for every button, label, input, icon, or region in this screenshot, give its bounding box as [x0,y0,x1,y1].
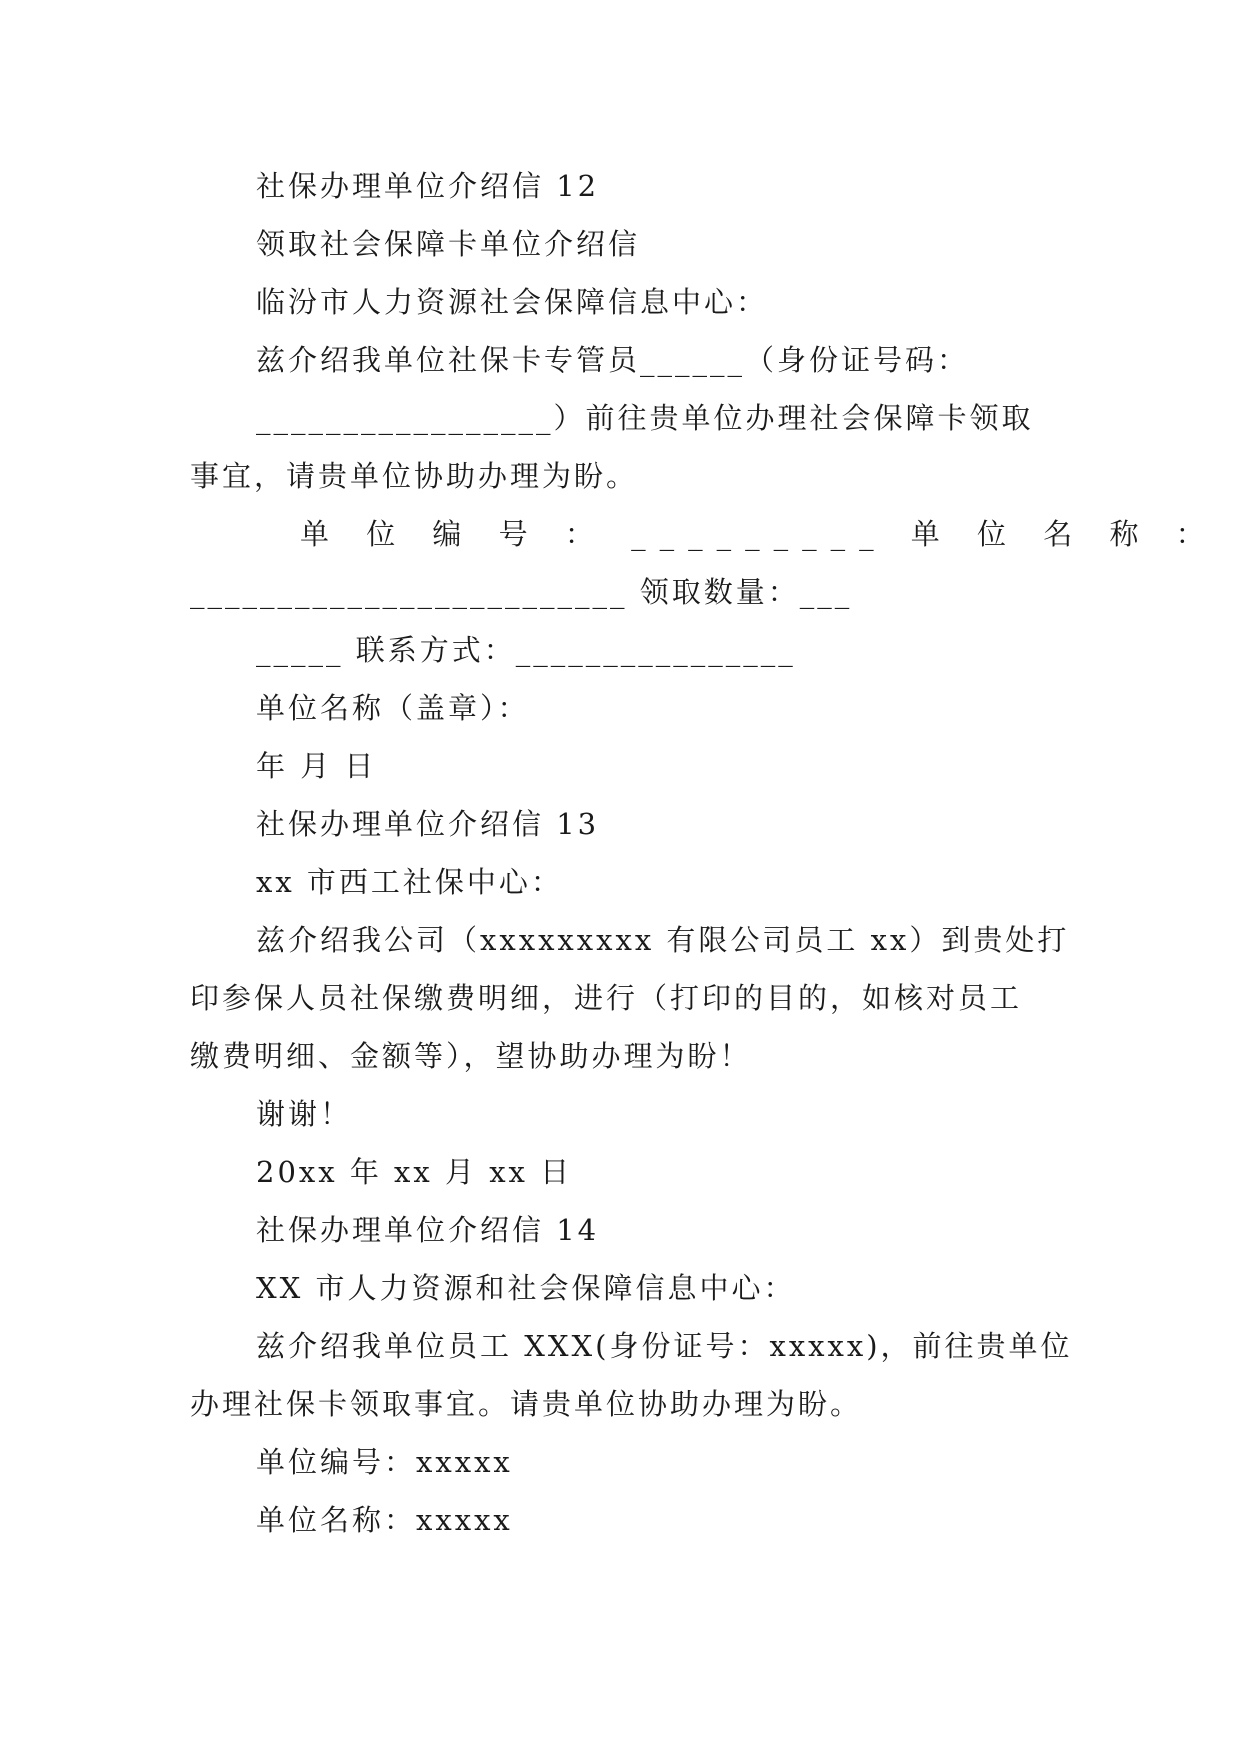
unit-info-line: 单 位 编 号 ： _________ 单 位 名 称 ： [300,517,1219,551]
unit-number-line: 单位编号：xxxxx [256,1445,513,1479]
section-title-14: 社保办理单位介绍信 14 [256,1213,600,1247]
section-title-13: 社保办理单位介绍信 13 [256,807,600,841]
contact-line: _____ 联系方式：________________ [256,633,796,667]
letter-body-line: 兹介绍我单位社保卡专管员______（身份证号码： [256,343,970,377]
letter-body-line: 事宜，请贵单位协助办理为盼。 [190,459,639,493]
stamp-line: 单位名称（盖章）： [256,691,530,725]
date-line: 年 月 日 [256,749,377,783]
letter-body-line: _________________）前往贵单位办理社会保障卡领取 [256,401,1034,435]
unit-name-line: 单位名称：xxxxx [256,1503,513,1537]
letter-body-line: 办理社保卡领取事宜。请贵单位协助办理为盼。 [190,1387,863,1421]
date-line: 20xx 年 xx 月 xx 日 [256,1155,573,1189]
letter-recipient: 临汾市人力资源社会保障信息中心： [256,285,769,319]
letter-recipient: xx 市西工社保中心： [256,865,563,899]
letter-recipient: XX 市人力资源和社会保障信息中心： [256,1271,796,1305]
section-title-12: 社保办理单位介绍信 12 [256,169,600,203]
letter-body-line: 兹介绍我公司（xxxxxxxxx 有限公司员工 xx）到贵处打 [256,923,1070,957]
letter-body-line: 兹介绍我单位员工 XXX(身份证号：xxxxx)，前往贵单位 [256,1329,1073,1363]
letter-body-line: 印参保人员社保缴费明细，进行（打印的目的，如核对员工 [190,981,1023,1015]
unit-info-line: _________________________ 领取数量：___ [190,575,853,609]
letter-body-line: 缴费明细、金额等），望协助办理为盼！ [190,1039,752,1073]
letter-title: 领取社会保障卡单位介绍信 [256,227,641,261]
letter-closing: 谢谢！ [256,1097,353,1131]
